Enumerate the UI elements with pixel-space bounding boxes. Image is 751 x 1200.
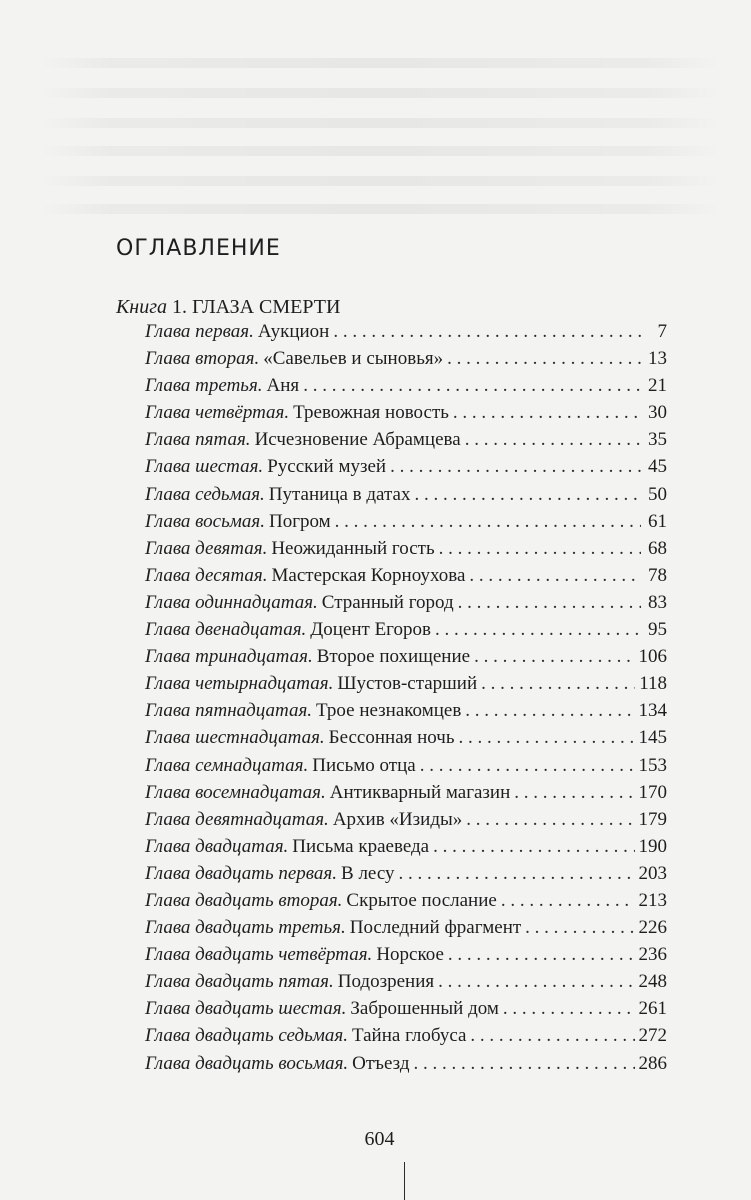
chapter-title: Письма краеведа — [292, 835, 430, 857]
chapter-page-number: 13 — [648, 348, 667, 370]
chapter-page-number: 272 — [638, 1025, 667, 1047]
dot-leader — [525, 917, 634, 939]
chapter-label: Глава двадцать седьмая. — [145, 1025, 348, 1047]
chapter-label: Глава двадцать шестая. — [145, 998, 347, 1020]
toc-entry — [145, 673, 667, 700]
toc-entry — [145, 836, 667, 863]
chapter-title: Русский музей — [267, 456, 387, 478]
chapter-title: Аня — [266, 375, 300, 397]
chapter-page-number: 248 — [638, 971, 667, 993]
dot-leader — [335, 511, 641, 533]
toc-entry — [145, 917, 667, 944]
toc-entry — [145, 809, 667, 836]
page-number: 604 — [364, 1128, 395, 1150]
chapter-label: Глава тринадцатая. — [145, 646, 313, 668]
dot-leader — [390, 456, 641, 478]
toc-entry — [145, 755, 667, 782]
dot-leader — [438, 971, 634, 993]
chapter-title: Письмо отца — [312, 754, 416, 776]
chapter-title: Антикварный магазин — [329, 781, 511, 803]
chapter-label: Глава семнадцатая. — [145, 754, 309, 776]
chapter-label: Глава двадцать четвёртая. — [145, 944, 373, 966]
chapter-page-number: 203 — [638, 862, 667, 884]
toc-entry — [145, 646, 667, 673]
chapter-title: Трое незнакомцев — [316, 700, 462, 722]
chapter-page-number: 153 — [638, 754, 667, 776]
chapter-page-number: 7 — [657, 321, 667, 342]
chapter-page-number: 190 — [638, 835, 667, 857]
chapter-page-number: 83 — [648, 591, 667, 613]
bleed-through-line — [40, 204, 721, 214]
chapter-page-number: 226 — [638, 917, 667, 939]
chapter-label: Глава первая. — [145, 321, 254, 342]
chapter-label: Глава четырнадцатая. — [145, 673, 334, 695]
dot-leader — [433, 836, 634, 858]
dot-leader — [414, 484, 641, 506]
chapter-page-number: 78 — [648, 564, 667, 586]
bleed-through-line — [40, 58, 721, 68]
toc-entry — [145, 971, 667, 998]
chapter-page-number: 236 — [638, 944, 667, 966]
chapter-label: Глава двадцать пятая. — [145, 971, 334, 993]
chapter-label: Глава одиннадцатая. — [145, 591, 318, 613]
dot-leader — [448, 944, 635, 966]
chapter-label: Глава двадцатая. — [145, 835, 289, 857]
chapter-label: Глава двадцать восьмая. — [145, 1052, 349, 1074]
chapter-title: Тайна глобуса — [351, 1025, 467, 1047]
toc-entry — [145, 592, 667, 619]
chapter-title: Скрытое послание — [346, 889, 497, 911]
chapter-page-number: 30 — [648, 402, 667, 424]
toc-entry — [145, 456, 667, 483]
chapter-label: Глава пятнадцатая. — [145, 700, 313, 722]
toc-entry — [145, 565, 667, 592]
folio-rule — [404, 1162, 405, 1200]
chapter-title: Подозрения — [337, 971, 435, 993]
toc-entry — [145, 619, 667, 646]
dot-leader — [333, 321, 641, 343]
chapter-label: Глава двадцать третья. — [145, 917, 346, 939]
toc-entry — [145, 782, 667, 809]
chapter-title: Странный город — [321, 591, 454, 613]
chapter-page-number: 95 — [648, 619, 667, 641]
bleed-through-line — [40, 146, 721, 156]
toc-entry — [145, 727, 667, 754]
table-of-contents — [145, 321, 667, 1080]
chapter-page-number: 106 — [638, 646, 667, 668]
chapter-page-number: 213 — [638, 889, 667, 911]
chapter-label: Глава девятая. — [145, 537, 268, 559]
chapter-title: Неожиданный гость — [271, 537, 435, 559]
chapter-page-number: 118 — [639, 673, 667, 695]
dot-leader — [303, 375, 641, 397]
dot-leader — [439, 538, 641, 560]
toc-entry — [145, 700, 667, 727]
bleed-through-line — [40, 88, 721, 98]
book-title — [116, 296, 340, 319]
chapter-title: Отъезд — [352, 1052, 410, 1074]
chapter-page-number: 261 — [638, 998, 667, 1020]
chapter-page-number: 50 — [648, 483, 667, 505]
dot-leader — [481, 673, 635, 695]
dot-leader — [459, 727, 635, 749]
chapter-label: Глава восьмая. — [145, 510, 265, 532]
chapter-title: Норское — [376, 944, 444, 966]
chapter-label: Глава седьмая. — [145, 483, 265, 505]
chapter-title: Бессонная ночь — [328, 727, 455, 749]
dot-leader — [420, 755, 635, 777]
chapter-page-number: 179 — [638, 808, 667, 830]
toc-entry — [145, 429, 667, 456]
chapter-title: Последний фрагмент — [349, 917, 522, 939]
chapter-page-number: 61 — [648, 510, 667, 532]
chapter-title: Погром — [268, 510, 331, 532]
dot-leader — [470, 1025, 634, 1047]
chapter-page-number: 145 — [638, 727, 667, 749]
dot-leader — [466, 809, 634, 831]
chapter-title: Мастерская Корноухова — [271, 564, 466, 586]
toc-entry — [145, 402, 667, 429]
chapter-title: Аукцион — [257, 321, 330, 342]
chapter-label: Глава третья. — [145, 375, 263, 397]
toc-entry — [145, 863, 667, 890]
chapter-title: Шустов-старший — [337, 673, 478, 695]
chapter-title: Тревожная новость — [293, 402, 449, 424]
chapter-page-number: 134 — [638, 700, 667, 722]
chapter-label: Глава двенадцатая. — [145, 619, 307, 641]
toc-entry — [145, 998, 667, 1025]
bleed-through-line — [40, 176, 721, 186]
chapter-title: Архив «Изиды» — [332, 808, 463, 830]
chapter-label: Глава шестая. — [145, 456, 264, 478]
toc-entry — [145, 375, 667, 402]
dot-leader — [458, 592, 641, 614]
book-number-title: 1. ГЛАЗА СМЕРТИ — [172, 296, 341, 318]
chapter-page-number: 45 — [648, 456, 667, 478]
toc-entry — [145, 1025, 667, 1052]
dot-leader — [399, 863, 635, 885]
chapter-title: Второе похищение — [316, 646, 471, 668]
toc-entry — [145, 321, 667, 348]
chapter-page-number: 35 — [648, 429, 667, 451]
chapter-title: «Савельев и сыновья» — [263, 348, 444, 370]
chapter-label: Глава пятая. — [145, 429, 251, 451]
dot-leader — [501, 890, 635, 912]
contents-heading: ОГЛАВЛЕНИЕ — [116, 236, 281, 261]
chapter-title: В лесу — [341, 862, 395, 884]
dot-leader — [503, 998, 635, 1020]
toc-entry — [145, 348, 667, 375]
chapter-title: Исчезновение Абрамцева — [254, 429, 461, 451]
chapter-page-number: 170 — [638, 781, 667, 803]
chapter-label: Глава четвёртая. — [145, 402, 290, 424]
chapter-label: Глава двадцать первая. — [145, 862, 338, 884]
chapter-page-number: 68 — [648, 537, 667, 559]
toc-entry — [145, 511, 667, 538]
chapter-label: Глава восемнадцатая. — [145, 781, 326, 803]
chapter-title: Заброшенный дом — [350, 998, 499, 1020]
toc-entry — [145, 890, 667, 917]
toc-entry — [145, 944, 667, 971]
chapter-label: Глава вторая. — [145, 348, 260, 370]
toc-entry — [145, 1053, 667, 1080]
dot-leader — [469, 565, 641, 587]
chapter-page-number: 21 — [648, 375, 667, 397]
chapter-label: Глава девятнадцатая. — [145, 808, 329, 830]
dot-leader — [465, 700, 634, 722]
toc-entry — [145, 484, 667, 511]
dot-leader — [465, 429, 641, 451]
dot-leader — [453, 402, 641, 424]
dot-leader — [474, 646, 634, 668]
bleed-through-line — [40, 118, 721, 128]
chapter-label: Глава двадцать вторая. — [145, 889, 343, 911]
toc-entry — [145, 538, 667, 565]
dot-leader — [514, 782, 634, 804]
book-label: Книга — [116, 296, 168, 318]
dot-leader — [447, 348, 641, 370]
chapter-title: Доцент Егоров — [310, 619, 431, 641]
chapter-title: Путаница в датах — [268, 483, 411, 505]
dot-leader — [435, 619, 641, 641]
dot-leader — [414, 1053, 635, 1075]
chapter-label: Глава шестнадцатая. — [145, 727, 325, 749]
chapter-label: Глава десятая. — [145, 564, 268, 586]
chapter-page-number: 286 — [638, 1052, 667, 1074]
